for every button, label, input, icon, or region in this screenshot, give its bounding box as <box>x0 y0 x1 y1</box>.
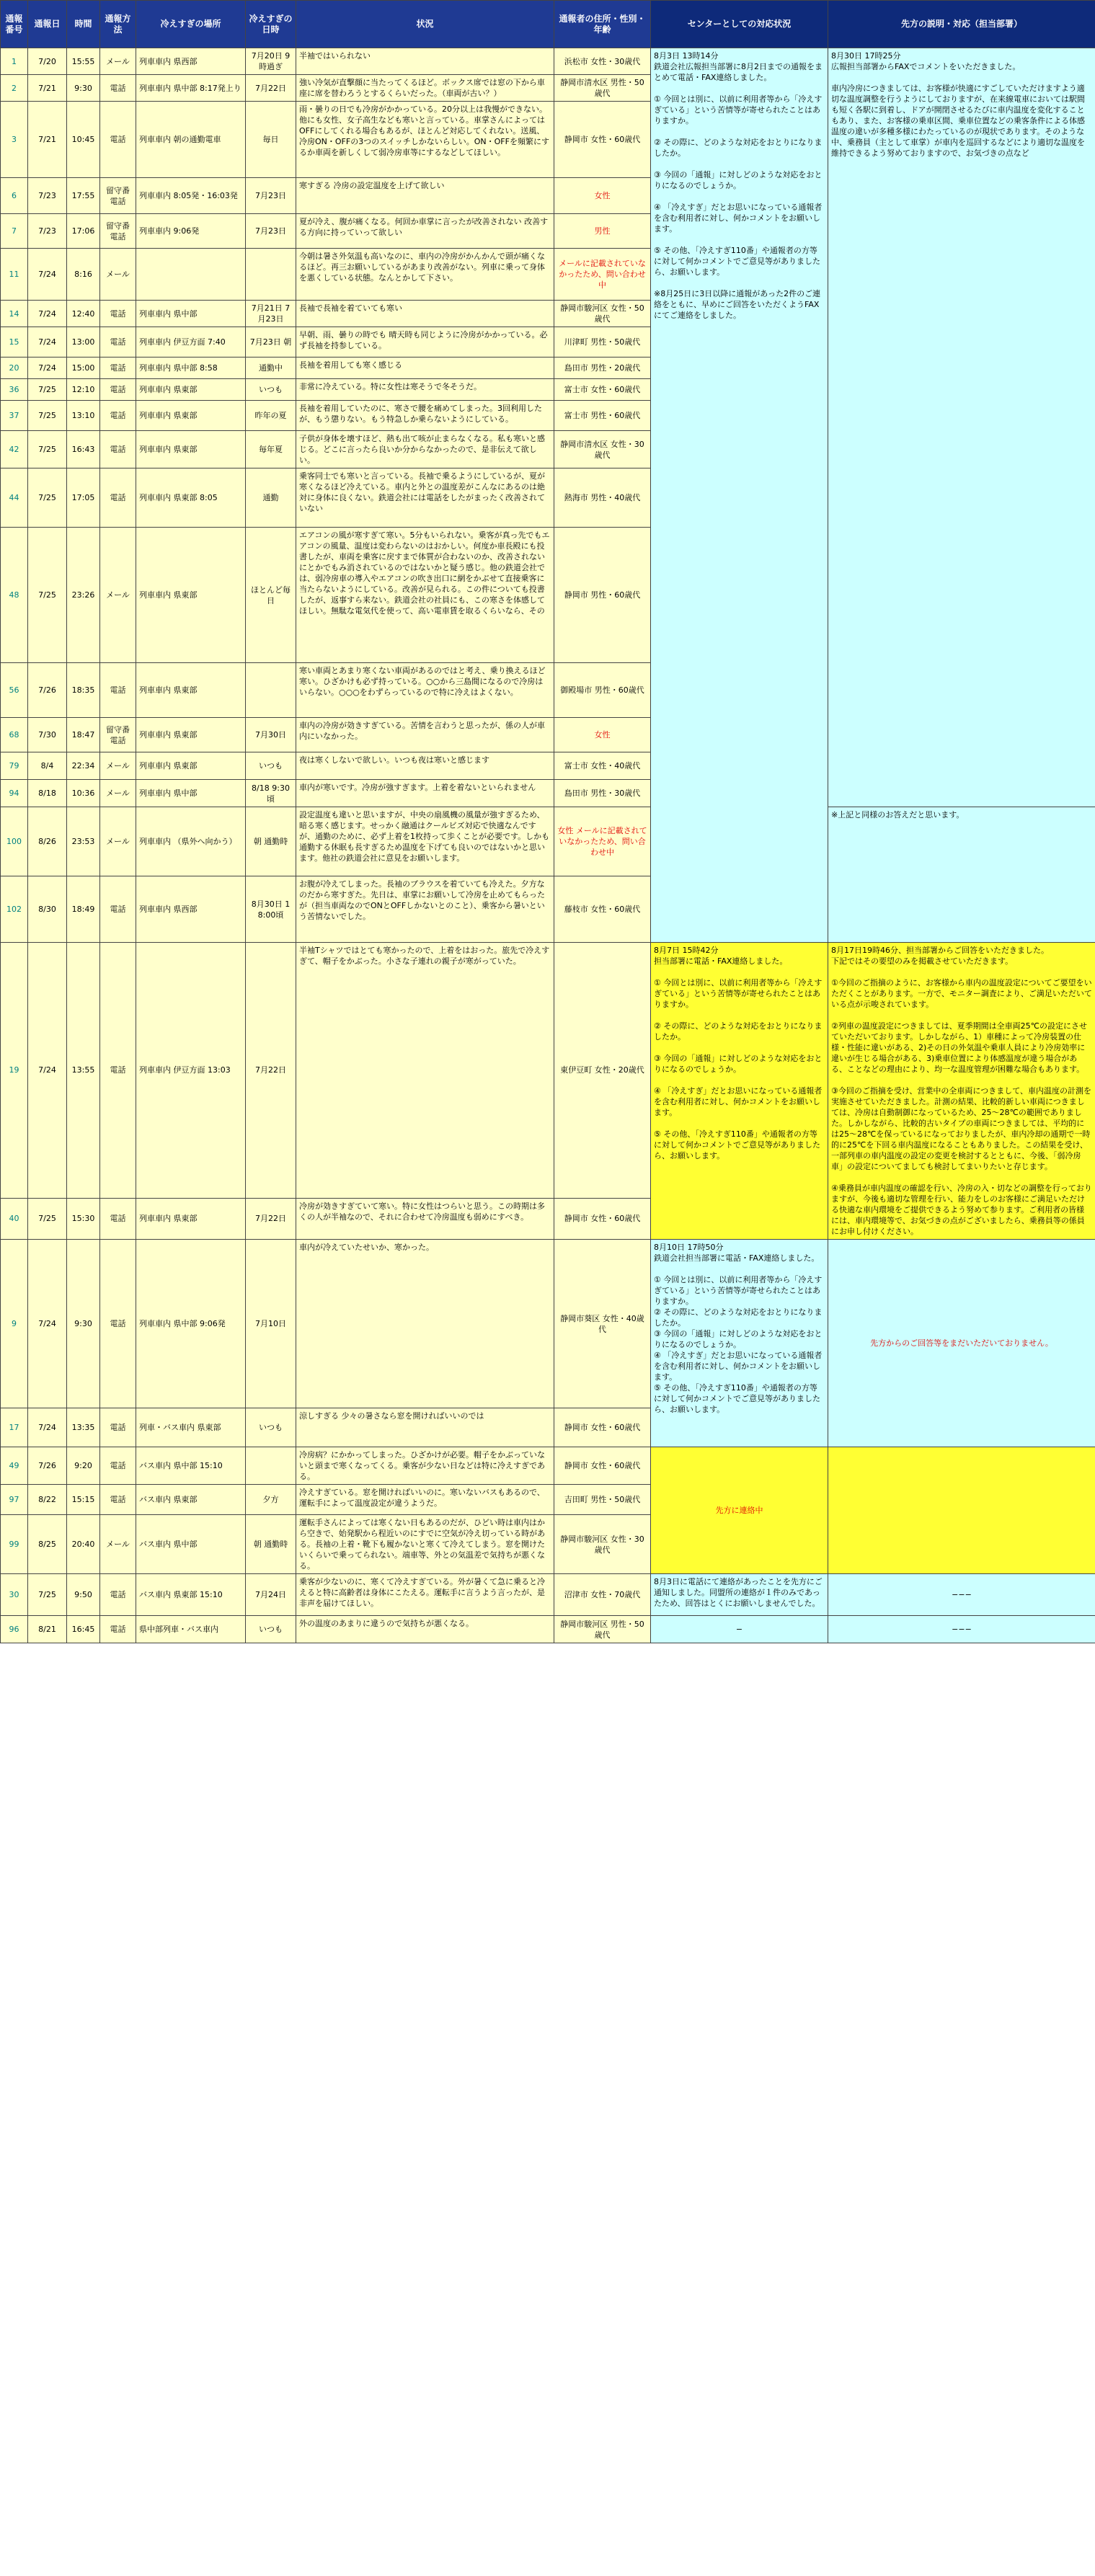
report-method: 留守番電話 <box>100 214 136 249</box>
cold-place: 列車車内 県中部 <box>136 301 246 327</box>
cold-datetime: 7月23日 <box>246 214 296 249</box>
cold-datetime: 毎年夏 <box>246 431 296 468</box>
center-response: 8月7日 15時42分 担当部署に電話・FAX連絡しました。 ① 今回とは別に、以前に利用者等から「冷えすぎている」という苦情等が寄せられたことはありますか。 ② その際に、どのような対応をおとりになりましたか。 ③ 今回の「通報」に対しどのような対応をおとりになるのでしょうか。 ④ 「冷えすぎ」だとお思いになっている通報者を含む利用者に対し、何かコメントをお願いします。 ⑤ その他、「冷えすぎ110番」や通報者の方等に対して何かコメントでご意見等がありましたら、お願いします。 <box>651 943 828 1240</box>
report-time: 15:55 <box>67 48 100 75</box>
table-row <box>1 807 1095 876</box>
cold-place: バス車内 県東部 <box>136 1485 246 1515</box>
report-time: 13:00 <box>67 327 100 357</box>
report-date: 7/24 <box>28 301 67 327</box>
cold-place: 列車車内 9:06発 <box>136 214 246 249</box>
situation: 運転手さんによっては寒くない日もあるのだが、ひどい時は車内はから空きで、始発駅から程近いのにすでに空気が冷え切っている時がある。長袖の上着・靴下も履かないと寒くて冷えてしまう。窓を開けたいくらいで乗ってられない。端車等、外との気温差で気持ちが悪くなる。 <box>296 1515 554 1574</box>
situation: 車内が冷えていたせいか、寒かった。 <box>296 1240 554 1408</box>
report-number: 7 <box>1 214 28 249</box>
report-number: 1 <box>1 48 28 75</box>
cold-place: 列車車内 県東部 <box>136 431 246 468</box>
cold-datetime: 昨年の夏 <box>246 401 296 431</box>
report-date: 8/22 <box>28 1485 67 1515</box>
report-time: 13:10 <box>67 401 100 431</box>
report-time: 17:55 <box>67 178 100 214</box>
report-time: 16:45 <box>67 1616 100 1643</box>
report-time: 17:05 <box>67 468 100 528</box>
cold-place: 列車車内 8:05発・16:03発 <box>136 178 246 214</box>
cold-place: 列車車内 県東部 <box>136 718 246 752</box>
report-number: 99 <box>1 1515 28 1574</box>
situation: 寒い車両とあまり寒くない車両があるのではと考え、乗り換えるほど寒い。ひざかけも必ず持っている。○○から三島間になるので冷房はいらない。○○○をわずらっているので特に冷えはよくない。 <box>296 663 554 718</box>
cold-place: 列車車内 県中部 8:17発上り <box>136 75 246 102</box>
report-date: 7/25 <box>28 1198 67 1239</box>
report-date: 7/25 <box>28 379 67 401</box>
reporter-info: 沼津市 女性・70歳代 <box>554 1574 651 1616</box>
reporter-info: 男性 <box>554 214 651 249</box>
cold-datetime: 8月30日 18:00頃 <box>246 876 296 943</box>
cold-datetime: 7月22日 <box>246 943 296 1199</box>
cold-datetime <box>246 249 296 301</box>
report-time: 8:16 <box>67 249 100 301</box>
report-method: 電話 <box>100 1240 136 1408</box>
reporter-info: 女性 メールに記載されていなかったため、問い合わせ中 <box>554 807 651 876</box>
cold-datetime: いつも <box>246 1616 296 1643</box>
situation: 冷房が効きすぎていて寒い。特に女性はつらいと思う。この時期は多くの人が半袖なので、それに合わせて冷房温度も弱めにすべき。 <box>296 1198 554 1239</box>
report-time: 9:20 <box>67 1447 100 1485</box>
cold-datetime: 朝 通勤時 <box>246 807 296 876</box>
report-method: 電話 <box>100 468 136 528</box>
report-date: 7/21 <box>28 75 67 102</box>
reporter-info: 静岡市駿河区 男性・50歳代 <box>554 1616 651 1643</box>
cold-place: 列車車内 県中部 9:06発 <box>136 1240 246 1408</box>
report-number: 17 <box>1 1408 28 1447</box>
header-situation: 状況 <box>296 1 554 48</box>
report-number: 20 <box>1 357 28 379</box>
situation: 車内の冷房が効きすぎている。苦情を言わうと思ったが、係の人が車内にいなかった。 <box>296 718 554 752</box>
table-row <box>1 1616 1095 1643</box>
cold-datetime: 8/18 9:30頃 <box>246 780 296 807</box>
cold-place: 列車車内 伊豆方面 7:40 <box>136 327 246 357</box>
table-row <box>1 1240 1095 1408</box>
report-method: 電話 <box>100 1485 136 1515</box>
reporter-info: 浜松市 女性・30歳代 <box>554 48 651 75</box>
situation: 早朝、雨、曇りの時でも 晴天時も同じように冷房がかかっている。必ず長袖を持参している。 <box>296 327 554 357</box>
cold-place: 列車車内 県東部 8:05 <box>136 468 246 528</box>
report-number: 11 <box>1 249 28 301</box>
report-date: 8/21 <box>28 1616 67 1643</box>
situation: 設定温度も違いと思いますが、中央の扇風機の風量が強すぎるため、暗る寒く感じます。せっかく融通はクールビズ対応で快適なんですが、通勤のために、必ず上着を1枚持って歩くことが必要です。しかも通勤する休眠も長すぎるため温度を下げても良いのではないかと思います。他社の鉄道会社に意見をお願いします。 <box>296 807 554 876</box>
cold-place: 列車車内 朝の通勤電車 <box>136 102 246 178</box>
report-method: 電話 <box>100 301 136 327</box>
reporter-info: 東伊豆町 女性・20歳代 <box>554 943 651 1199</box>
situation: 寒すぎる 冷房の設定温度を上げて欲しい <box>296 178 554 214</box>
cold-place: 県中部列車・バス車内 <box>136 1616 246 1643</box>
cold-datetime: ほとんど毎日 <box>246 528 296 663</box>
reporter-info: 島田市 男性・20歳代 <box>554 357 651 379</box>
cold-datetime: 7月24日 <box>246 1574 296 1616</box>
reporter-info: 静岡市 女性・60歳代 <box>554 1198 651 1239</box>
situation: 乗客同士でも寒いと言っている。長袖で乗るようにしているが、夏が寒くなるほど冷えている。車内と外との温度差がこんなにあるのは絶対に身体に良くない。鉄道会社には電話をしたがまったく改善されていない <box>296 468 554 528</box>
report-number: 40 <box>1 1198 28 1239</box>
report-time: 18:35 <box>67 663 100 718</box>
report-date: 7/23 <box>28 214 67 249</box>
cold-place: 列車車内 伊豆方面 13:03 <box>136 943 246 1199</box>
cold-place: バス車内 県東部 15:10 <box>136 1574 246 1616</box>
report-date: 7/24 <box>28 943 67 1199</box>
report-number: 15 <box>1 327 28 357</box>
cold-place: 列車車内 （県外へ向かう） <box>136 807 246 876</box>
report-number: 44 <box>1 468 28 528</box>
reporter-info: 富士市 女性・40歳代 <box>554 752 651 780</box>
cold-datetime: 7月22日 <box>246 1198 296 1239</box>
report-date: 7/26 <box>28 1447 67 1485</box>
situation: エアコンの風が寒すぎて寒い。5分もいられない。乗客が真っ先でもエアコンの風量、温度は変わらないのはおかしい。何度か車長殿にも投書したが、車両を乗客に戻すまで体質が合わないのか、改善されないにとかでもみ消されているのではないかと疑う感じ。他の鉄道会社では、弱冷房車の導入やエアコンの吹き出口に網をかぶせて直接乗客に当たらないようにしている。改善が見られる。この件についても投書したが、返事すら来ない。鉄道会社の社員にも、この寒さを体感してほしい。無駄な電気代を使って、高い電車賃を取るくらいなら、その <box>296 528 554 663</box>
cold-datetime: 通勤中 <box>246 357 296 379</box>
center-response: − <box>651 1616 828 1643</box>
report-date: 8/4 <box>28 752 67 780</box>
cold-place: 列車車内 県中部 8:58 <box>136 357 246 379</box>
cold-datetime <box>246 663 296 718</box>
report-method: メール <box>100 48 136 75</box>
report-number: 2 <box>1 75 28 102</box>
report-number: 9 <box>1 1240 28 1408</box>
report-date: 7/20 <box>28 48 67 75</box>
cold-datetime: 7月21日 7月23日 <box>246 301 296 327</box>
report-time: 23:26 <box>67 528 100 663</box>
report-date: 7/25 <box>28 431 67 468</box>
report-date: 7/24 <box>28 327 67 357</box>
report-date: 7/25 <box>28 468 67 528</box>
cold-place <box>136 249 246 301</box>
reporter-info: 静岡市 女性・60歳代 <box>554 1447 651 1485</box>
report-method: 電話 <box>100 75 136 102</box>
center-response: 8月10日 17時50分 鉄道会社担当部署に電話・FAX連絡しました。 ① 今回とは別に、以前に利用者等から「冷えすぎている」という苦情等が寄せられたことはありますか。 ② その際に、どのような対応をおとりになりましたか。 ③ 今回の「通報」に対しどのような対応をおとりになるのでしょうか。 ④ 「冷えすぎ」だとお思いになっている通報者を含む利用者に対し、何かコメントをお願いします。 ⑤ その他、「冷えすぎ110番」や通報者の方等に対して何かコメントでご意見等がありましたら、お願いします。 <box>651 1240 828 1447</box>
situation: 冷えすぎている。窓を開ければいいのに。寒いないバスもあるので、運転手によって温度設定が違うようだ。 <box>296 1485 554 1515</box>
report-time: 9:30 <box>67 1240 100 1408</box>
report-date: 7/26 <box>28 663 67 718</box>
report-number: 6 <box>1 178 28 214</box>
report-number: 3 <box>1 102 28 178</box>
report-method: 電話 <box>100 327 136 357</box>
report-number: 48 <box>1 528 28 663</box>
table-row <box>1 1447 1095 1485</box>
report-date: 8/30 <box>28 876 67 943</box>
cold-datetime: いつも <box>246 752 296 780</box>
report-method: 電話 <box>100 401 136 431</box>
cold-datetime: 7月10日 <box>246 1240 296 1408</box>
report-number: 79 <box>1 752 28 780</box>
report-method: メール <box>100 249 136 301</box>
reporter-info: 静岡市 女性・60歳代 <box>554 102 651 178</box>
report-time: 23:53 <box>67 807 100 876</box>
reporter-info: 静岡市清水区 女性・30歳代 <box>554 431 651 468</box>
report-number: 42 <box>1 431 28 468</box>
header-no: 通報番号 <box>1 1 28 48</box>
header-party-response: 先方の説明・対応（担当部署） <box>828 1 1095 48</box>
report-time: 15:30 <box>67 1198 100 1239</box>
cold-place: 列車・バス車内 県東部 <box>136 1408 246 1447</box>
report-number: 96 <box>1 1616 28 1643</box>
cold-place: 列車車内 県中部 <box>136 780 246 807</box>
cold-datetime: いつも <box>246 379 296 401</box>
cold-datetime: 毎日 <box>246 102 296 178</box>
party-response <box>828 1447 1095 1574</box>
party-response: 先方からのご回答等をまだいただいておりません。 <box>828 1240 1095 1447</box>
situation: 冷房病？にかかってしまった。ひざかけが必要。帽子をかぶっていないと頭まで寒くなってくる。乗客が少ない日などは特に冷えすぎである。 <box>296 1447 554 1485</box>
party-response: 8月17日19時46分、担当部署からご回答をいただきました。 下記ではその要望のみを掲載させていただきます。 ①今回のご指摘のように、お客様から車内の温度設定についてご要望をいただくことがあります。一方で、モニター調査により、ご満足いただいている点が示唆されています。 ②列車の温度設定につきましては、夏季期間は全車両25℃の設定にさせていただいております。しかしながら、1）車種によって冷房装置の仕様・性能に違いがある、2)その日の外気温や乗車人員により冷房効率に違いが生じる場合がある、3)乗車位置により体感温度が違う場合がある、ことなどの理由により、均一な温度管理が困難な場合もあります。 ③今回のご指摘を受け、営業中の全車両につきまして、車内温度の計測を実施させていただきました。計測の結果、比較的新しい車両につきましては、冷房は自動制御になっているため、25〜28℃の範囲でありました。しかしながら、比較的古いタイプの車両につきましては、平均的には25〜28℃を保っているになっておりましたが、車内冷却の通期で一時的に25℃を下回る車内温度になることもありました。この結果を受け、一部列車の車内温度の設定の変更を検討するとともに、今後、「弱冷房車」の設定についてましても検討してまいりたいと存じます。 ④乗務員が車内温度の確認を行い、冷房の入・切などの調整を行っておりますが、今後も適切な管理を行い、能力をしのお客様にご満足いただける快適な車内環境をご提供できるよう努めて参ります。ご利用者の皆様には、車内環境等で、お気づきの点がございましたら、乗務員等の係員にお申し付けください。 <box>828 943 1095 1240</box>
party-response: ※上記と同様のお答えだと思います。 <box>828 807 1095 943</box>
cold-place: 列車車内 県東部 <box>136 528 246 663</box>
report-method: メール <box>100 752 136 780</box>
cold-place: 列車車内 県東部 <box>136 752 246 780</box>
reporter-info: 女性 <box>554 718 651 752</box>
situation: 車内が寒いです。冷房が強すぎます。上着を着ないといられません <box>296 780 554 807</box>
reporter-info: 静岡市葵区 女性・40歳代 <box>554 1240 651 1408</box>
reporter-info: 島田市 男性・30歳代 <box>554 780 651 807</box>
report-number: 19 <box>1 943 28 1199</box>
report-time: 13:55 <box>67 943 100 1199</box>
cold-datetime: 7月23日 朝 <box>246 327 296 357</box>
report-time: 9:50 <box>67 1574 100 1616</box>
report-number: 37 <box>1 401 28 431</box>
report-date: 7/21 <box>28 102 67 178</box>
header-time: 時間 <box>67 1 100 48</box>
report-method: 電話 <box>100 431 136 468</box>
cold-place: バス車内 県中部 <box>136 1515 246 1574</box>
report-method: 電話 <box>100 102 136 178</box>
report-number: 14 <box>1 301 28 327</box>
report-date: 7/25 <box>28 528 67 663</box>
header-date: 通報日 <box>28 1 67 48</box>
reporter-info: 吉田町 男性・50歳代 <box>554 1485 651 1515</box>
report-time: 9:30 <box>67 75 100 102</box>
report-date: 8/18 <box>28 780 67 807</box>
situation: 長袖で長袖を着ていても寒い <box>296 301 554 327</box>
report-method: 電話 <box>100 1574 136 1616</box>
report-date: 7/25 <box>28 1574 67 1616</box>
reporter-info: 御殿場市 男性・60歳代 <box>554 663 651 718</box>
situation: 乗客が少ないのに、寒くて冷えすぎている。外が暑くて急に乗ると冷えると特に高齢者は身体にこたえる。運転手に言うよう言ったが、是非声を届けてほしい。 <box>296 1574 554 1616</box>
table-row <box>1 943 1095 1199</box>
header-center-response: センターとしての対応状況 <box>651 1 828 48</box>
reporter-info: 静岡市清水区 男性・50歳代 <box>554 75 651 102</box>
report-method: 電話 <box>100 357 136 379</box>
situation: お腹が冷えてしまった。長袖のブラウスを着ていても冷えた。夕方なのだから寒すぎた。先日は、車掌にお願いして冷房を止めてもらったが（担当車両なのでONとOFFしかないとのこと）、乗客から暑いという苦情ないでした。 <box>296 876 554 943</box>
report-number: 49 <box>1 1447 28 1485</box>
cold-datetime: 7月22日 <box>246 75 296 102</box>
situation: 雨・曇りの日でも冷房がかかっている。20分以上は我慢ができない。他にも女性、女子高生なども寒いと言っている。車掌さんによってはOFFにしてくれる場合もあるが、ほとんど対応してくれない。送風、冷房ON・OFFの3つのスイッチしかないらしい。ON・OFFを頻繁にするか車両を新しくして弱冷房車等にするなどしてほしい。 <box>296 102 554 178</box>
situation: 今朝は暑さ外気温も高いなのに、車内の冷房がかんかんで頭が痛くなるほど。再三お願いしているがあまり改善がない。列車に乗って身体を悪くしている状態。なんとかして下さい。 <box>296 249 554 301</box>
header-method: 通報方法 <box>100 1 136 48</box>
center-response: 8月3日に電話にて連絡があったことを先方にご通知しました。同盟所の連絡が１件のみであったため、回答はとくにお願いしませんでした。 <box>651 1574 828 1616</box>
header-when: 冷えすぎの日時 <box>246 1 296 48</box>
cold-datetime: いつも <box>246 1408 296 1447</box>
party-response: 8月30日 17時25分 広報担当部署からFAXでコメントをいただきました。 車内冷房につきましては、お客様が快適にすごしていただけますよう適切な温度調整を行うようにしておりますが、在来線電車においては駅間も短く各駅に到着し、ドアが開閉させるたびに車内温度を変化することもあり、また、お客様の乗車区間、乗車位置などの乗客条件による体感温度の違いが多種多様にわたっているのが現状であります。そのような中、乗務員（主として車掌）が車内を巡回するなどにより適切な温度を維持できるよう努めておりますので、お気づきの点など <box>828 48 1095 807</box>
report-time: 17:06 <box>67 214 100 249</box>
report-method: 電話 <box>100 1447 136 1485</box>
reporter-info: 川津町 男性・50歳代 <box>554 327 651 357</box>
header-place: 冷えすぎの場所 <box>136 1 246 48</box>
report-method: 電話 <box>100 1198 136 1239</box>
report-date: 7/23 <box>28 178 67 214</box>
reporter-info: メールに記載されていなかったため、問い合わせ中 <box>554 249 651 301</box>
situation: 半袖Tシャツではとても寒かったので、上着をはおった。旅先で冷えすぎて、帽子をかぶった。小さな子連れの親子が寒がっていた。 <box>296 943 554 1199</box>
header-reporter: 通報者の住所・性別・年齢 <box>554 1 651 48</box>
cold-place: 列車車内 県東部 <box>136 379 246 401</box>
report-time: 10:36 <box>67 780 100 807</box>
report-time: 18:49 <box>67 876 100 943</box>
report-time: 12:40 <box>67 301 100 327</box>
cold-place: 列車車内 県西部 <box>136 48 246 75</box>
report-number: 68 <box>1 718 28 752</box>
report-time: 13:35 <box>67 1408 100 1447</box>
table-row <box>1 48 1095 75</box>
reporter-info: 富士市 男性・60歳代 <box>554 401 651 431</box>
report-time: 15:15 <box>67 1485 100 1515</box>
situation: 非常に冷えている。特に女性は寒そうで冬そうだ。 <box>296 379 554 401</box>
party-response: −−− <box>828 1616 1095 1643</box>
situation: 夏が冷え、腹が痛くなる。何回か車掌に言ったが改善されない 改善する方向に持っていって欲しい <box>296 214 554 249</box>
situation: 長袖を着用しても寒く感じる <box>296 357 554 379</box>
report-method: メール <box>100 780 136 807</box>
report-method: 電話 <box>100 943 136 1199</box>
report-number: 56 <box>1 663 28 718</box>
cold-place: 列車車内 県東部 <box>136 663 246 718</box>
situation: 外の温度のあまりに違うので気持ちが悪くなる。 <box>296 1616 554 1643</box>
table-row <box>1 1574 1095 1616</box>
reporter-info: 静岡市 男性・60歳代 <box>554 528 651 663</box>
report-method: メール <box>100 528 136 663</box>
report-method: 電話 <box>100 1408 136 1447</box>
center-response: 先方に連絡中 <box>651 1447 828 1574</box>
reporter-info: 静岡市 女性・60歳代 <box>554 1408 651 1447</box>
situation: 涼しすぎる 少々の暑さなら窓を開ければいいのでは <box>296 1408 554 1447</box>
report-method: 留守番電話 <box>100 718 136 752</box>
situation: 強い冷気が直撃顔に当たってくるほど。ボックス席では窓の下から車座に席を替わろうとするくらいだった。（車両が古い？） <box>296 75 554 102</box>
cold-datetime <box>246 1447 296 1485</box>
reporter-info: 女性 <box>554 178 651 214</box>
report-time: 10:45 <box>67 102 100 178</box>
report-date: 7/24 <box>28 1240 67 1408</box>
reporter-info: 熱海市 男性・40歳代 <box>554 468 651 528</box>
reporter-info: 藤枝市 女性・60歳代 <box>554 876 651 943</box>
report-time: 20:40 <box>67 1515 100 1574</box>
report-method: メール <box>100 807 136 876</box>
report-date: 7/24 <box>28 249 67 301</box>
report-date: 7/25 <box>28 401 67 431</box>
cold-place: 列車車内 県東部 <box>136 401 246 431</box>
report-time: 22:34 <box>67 752 100 780</box>
report-number: 100 <box>1 807 28 876</box>
report-date: 7/24 <box>28 357 67 379</box>
report-number: 94 <box>1 780 28 807</box>
party-response: −−− <box>828 1574 1095 1616</box>
report-number: 30 <box>1 1574 28 1616</box>
reporter-info: 富士市 女性・60歳代 <box>554 379 651 401</box>
center-response: 8月3日 13時14分 鉄道会社広報担当部署に8月2日までの通報をまとめて電話・FAX連絡しました。 ① 今回とは別に、以前に利用者等から「冷えすぎている」という苦情等が寄せられたことはありますか。 ② その際に、どのような対応をおとりになりましたか。 ③ 今回の「通報」に対しどのような対応をおとりになるのでしょうか。 ④ 「冷えすぎ」だとお思いになっている通報者を含む利用者に対し、何かコメントをお願いします。 ⑤ その他、「冷えすぎ110番」や通報者の方等に対して何かコメントでご意見等がありましたら、お願いします。 ※8月25日に3日以降に通報があった2件のご連絡をともに、早めにご回答をいただくようFAXにてご連絡をしました。 <box>651 48 828 943</box>
cold-place: 列車車内 県東部 <box>136 1198 246 1239</box>
report-time: 16:43 <box>67 431 100 468</box>
cold-datetime: 7月23日 <box>246 178 296 214</box>
cold-datetime: 朝 通勤時 <box>246 1515 296 1574</box>
cold-place: 列車車内 県西部 <box>136 876 246 943</box>
report-method: 留守番電話 <box>100 178 136 214</box>
report-method: メール <box>100 1515 136 1574</box>
cold-datetime: 7月30日 <box>246 718 296 752</box>
cold-datetime: 通勤 <box>246 468 296 528</box>
cold-datetime: 7月20日 9時過ぎ <box>246 48 296 75</box>
situation: 夜は寒くしないで欲しい。いつも夜は寒いと感じます <box>296 752 554 780</box>
report-date: 7/24 <box>28 1408 67 1447</box>
report-method: 電話 <box>100 1616 136 1643</box>
report-time: 15:00 <box>67 357 100 379</box>
report-date: 8/25 <box>28 1515 67 1574</box>
report-number: 102 <box>1 876 28 943</box>
report-time: 18:47 <box>67 718 100 752</box>
report-number: 36 <box>1 379 28 401</box>
situation: 半袖ではいられない <box>296 48 554 75</box>
report-method: 電話 <box>100 876 136 943</box>
report-method: 電話 <box>100 663 136 718</box>
reporter-info: 静岡市駿河区 女性・30歳代 <box>554 1515 651 1574</box>
report-date: 8/26 <box>28 807 67 876</box>
situation: 子供が身体を壊すほど、熱も出て咳が止まらなくなる。私も寒いと感じる。どこに言ったら良いか分からなかったので、是非伝えて欲しい。 <box>296 431 554 468</box>
cold-place: バス車内 県中部 15:10 <box>136 1447 246 1485</box>
report-number: 97 <box>1 1485 28 1515</box>
report-date: 7/30 <box>28 718 67 752</box>
report-time: 12:10 <box>67 379 100 401</box>
situation: 長袖を着用していたのに、寒さで腰を痛めてしまった。3回利用したが、もう懲りない。もう特急しか乗らないようにしている。 <box>296 401 554 431</box>
cold-datetime: 夕方 <box>246 1485 296 1515</box>
report-method: 電話 <box>100 379 136 401</box>
reporter-info: 静岡市駿河区 女性・50歳代 <box>554 301 651 327</box>
